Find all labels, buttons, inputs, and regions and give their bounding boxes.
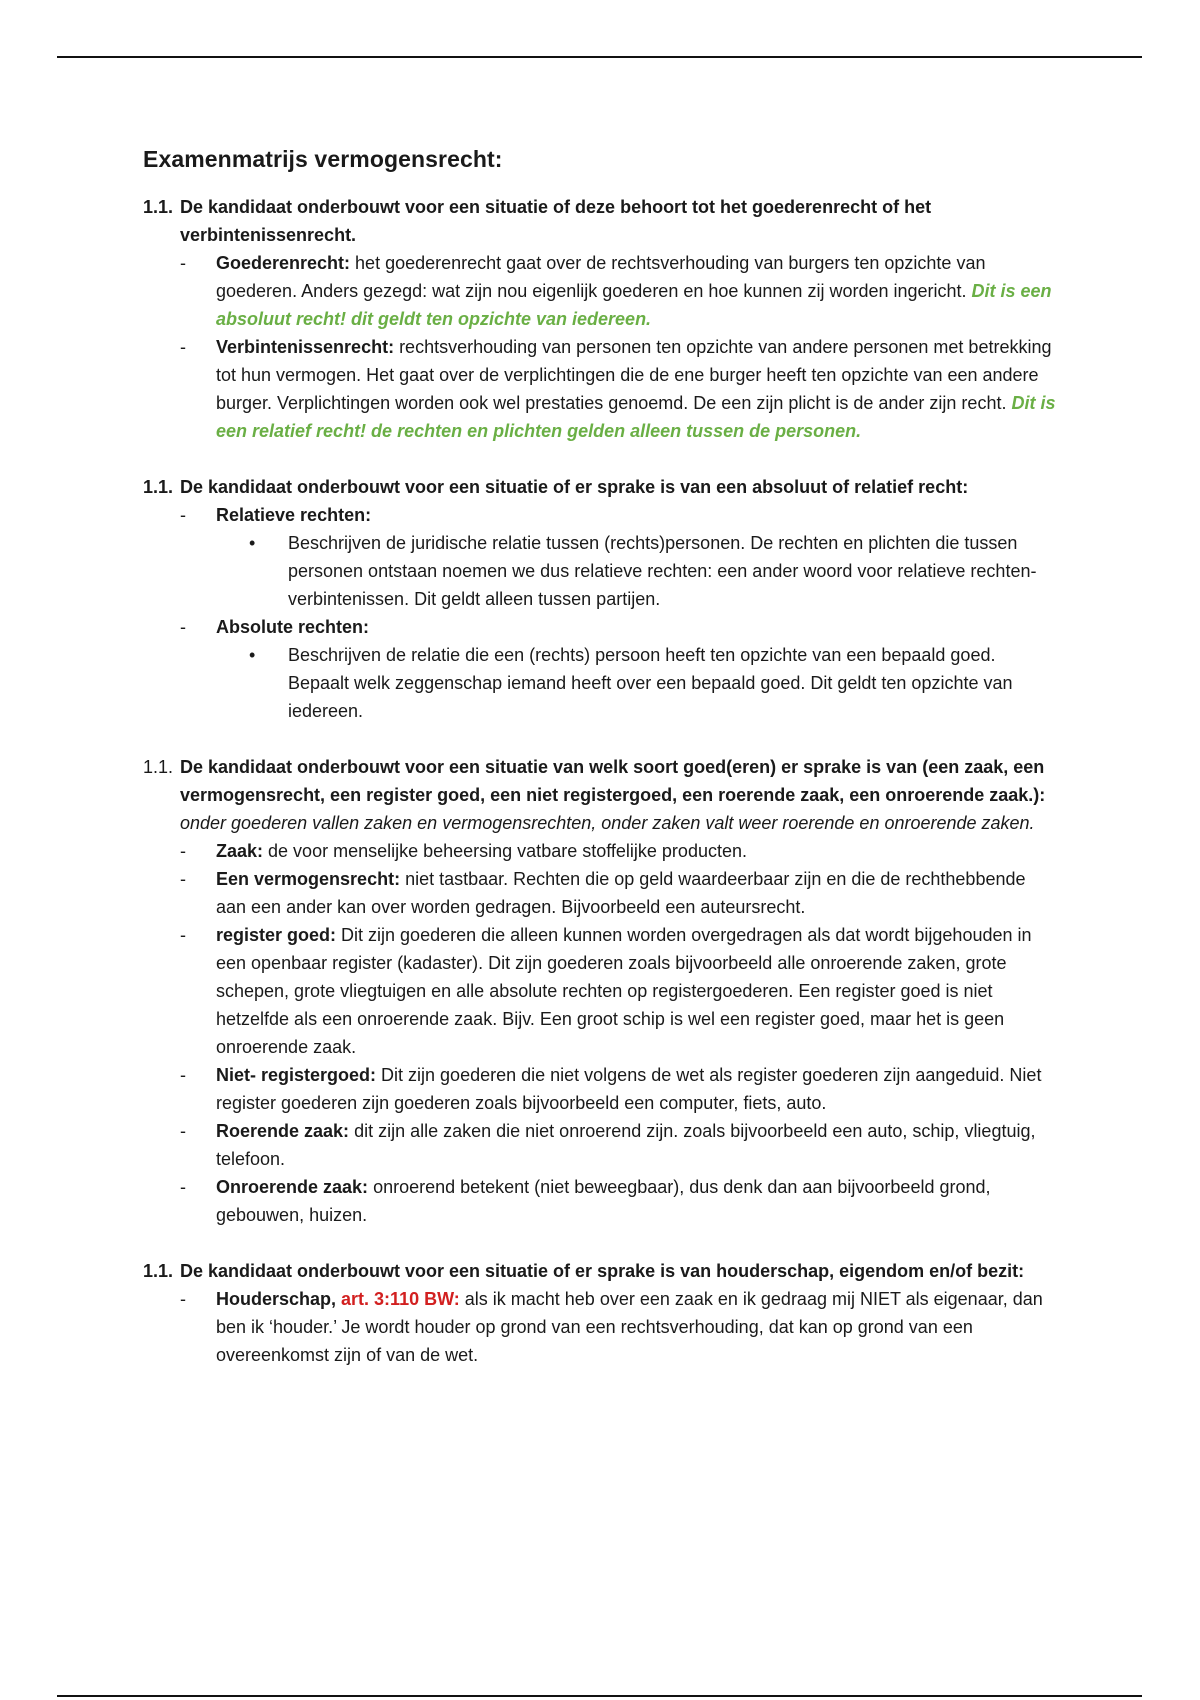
term-label: Onroerende zaak:: [216, 1177, 369, 1197]
section-note: onder goederen vallen zaken en vermogensrechten, onder zaken valt weer roerende en onroerende zaken.: [180, 813, 1035, 833]
term-description: Dit zijn goederen die niet volgens de wet als register goederen zijn aangeduid. Niet register goederen zijn goederen zoals bijvoorbeeld een computer, fiets, auto.: [216, 1065, 1042, 1113]
page-title: Examenmatrijs vermogensrecht:: [143, 146, 503, 172]
list-item: [143, 1117, 1058, 1173]
term-description: de voor menselijke beheersing vatbare stoffelijke producten.: [263, 841, 747, 861]
list-item: [143, 1173, 1058, 1229]
term-label: Goederenrecht:: [216, 253, 351, 273]
dash-marker: -: [180, 253, 186, 273]
section-heading-text: De kandidaat onderbouwt voor een situatie of deze behoort tot het goederenrecht of het verbintenissenrecht.: [180, 197, 932, 245]
term-label: register goed:: [216, 925, 337, 945]
section-heading-text: De kandidaat onderbouwt voor een situatie of er sprake is van houderschap, eigendom en/of bezit:: [180, 1261, 1025, 1281]
section-goederenrecht-verbintenissenrecht: [143, 193, 1058, 445]
bullet-item: [143, 529, 1058, 613]
dash-marker: -: [180, 1065, 186, 1085]
section-number: 1.1.: [143, 477, 174, 497]
section-heading-text: De kandidaat onderbouwt voor een situatie of er sprake is van een absoluut of relatief recht:: [180, 477, 969, 497]
term-description: onroerend betekent (niet beweegbaar), dus denk dan aan bijvoorbeeld grond, gebouwen, huizen.: [216, 1177, 991, 1225]
dash-marker: -: [180, 505, 186, 525]
list-item: [143, 1285, 1058, 1369]
bullet-text: Beschrijven de relatie die een (rechts) persoon heeft ten opzichte van een bepaald goed. Bepaalt welk zeggenschap iemand heeft over een bepaald goed. Dit geldt ten opzichte van iedereen.: [288, 645, 1013, 721]
section-heading: [143, 753, 1058, 837]
term-label: Verbintenissenrecht:: [216, 337, 395, 357]
list-item: [143, 501, 1058, 529]
bullet-item: [143, 641, 1058, 725]
section-heading-text: De kandidaat onderbouwt voor een situatie van welk soort goed(eren) er sprake is van (een zaak, een vermogensrecht, een register goed, een niet registergoed, een roerende zaak, een onroerende zaak.):: [180, 757, 1046, 805]
term-description: Dit zijn goederen die alleen kunnen worden overgedragen als dat wordt bijgehouden in een openbaar register (kadaster). Dit zijn goederen zoals bijvoorbeeld alle onroerende zaken, grote schepen, grote vliegtuigen en alle absolute rechten op registergoederen. Een register goed is niet hetzelfde als een onroerende zaak. Bijv. Een groot schip is wel een register goed, maar het is geen onroerende zaak.: [216, 925, 1032, 1057]
section-number: 1.1.: [143, 1261, 174, 1281]
section-number: 1.1.: [143, 757, 174, 777]
dash-marker: -: [180, 1177, 186, 1197]
dash-marker: -: [180, 869, 186, 889]
law-reference: art. 3:110 BW:: [336, 1289, 460, 1309]
section-heading: [143, 1257, 1058, 1285]
section-absoluut-relatief: [143, 473, 1058, 725]
list-item: [143, 333, 1058, 445]
dash-marker: -: [180, 1289, 186, 1309]
list-item: [143, 613, 1058, 641]
top-rule: [57, 56, 1142, 58]
section-number: 1.1.: [143, 197, 174, 217]
section-soort-goederen: [143, 753, 1058, 1229]
term-label: Niet- registergoed:: [216, 1065, 377, 1085]
term-description: als ik macht heb over een zaak en ik gedraag mij NIET als eigenaar, dan ben ik ‘houder.’ Je wordt houder op grond van een rechtsverhouding, dat kan op grond van een overeenkomst zijn of van de wet.: [216, 1289, 1043, 1365]
section-heading: [143, 473, 1058, 501]
bullet-marker: •: [249, 645, 256, 665]
list-item: [143, 1061, 1058, 1117]
bullet-text: Beschrijven de juridische relatie tussen (rechts)personen. De rechten en plichten die tussen personen ontstaan noemen we dus relatieve rechten: een ander woord voor relatieve rechten- verbintenissen. Dit geldt alleen tussen partijen.: [288, 533, 1037, 609]
term-label: Absolute rechten:: [216, 617, 370, 637]
list-item: [143, 865, 1058, 921]
section-houderschap-eigendom-bezit: [143, 1257, 1058, 1369]
emphasis-note: Dit is een relatief recht! de rechten en plichten gelden alleen tussen de personen.: [216, 393, 1056, 441]
term-description: dit zijn alle zaken die niet onroerend zijn. zoals bijvoorbeeld een auto, schip, vliegtuig, telefoon.: [216, 1121, 1036, 1169]
term-label: Roerende zaak:: [216, 1121, 350, 1141]
dash-marker: -: [180, 337, 186, 357]
dash-marker: -: [180, 841, 186, 861]
term-description: het goederenrecht gaat over de rechtsverhouding van burgers ten opzichte van goederen. Anders gezegd: wat zijn nou eigenlijk goederen en hoe kunnen zij worden ingericht.: [216, 253, 986, 301]
term-label: Relatieve rechten:: [216, 505, 372, 525]
list-item: [143, 921, 1058, 1061]
term-description: rechtsverhouding van personen ten opzichte van andere personen met betrekking tot hun vermogen. Het gaat over de verplichtingen die de ene burger heeft ten opzichte van een andere burger. Verplichtingen worden ook wel prestaties genoemd. De een zijn plicht is de ander zijn recht.: [216, 337, 1052, 413]
list-item: [143, 249, 1058, 333]
section-heading: [143, 193, 1058, 249]
dash-marker: -: [180, 617, 186, 637]
bullet-marker: •: [249, 533, 256, 553]
bottom-rule: [57, 1695, 1142, 1697]
term-label: Houderschap,: [216, 1289, 337, 1309]
term-description: niet tastbaar. Rechten die op geld waardeerbaar zijn en die de rechthebbende aan een ander kan over worden gedragen. Bijvoorbeeld een auteursrecht.: [216, 869, 1026, 917]
document-page: [143, 146, 1058, 1397]
list-item: [143, 837, 1058, 865]
dash-marker: -: [180, 925, 186, 945]
emphasis-note: Dit is een absoluut recht! dit geldt ten opzichte van iedereen.: [216, 281, 1052, 329]
term-label: Zaak:: [216, 841, 264, 861]
dash-marker: -: [180, 1121, 186, 1141]
term-label: Een vermogensrecht:: [216, 869, 401, 889]
